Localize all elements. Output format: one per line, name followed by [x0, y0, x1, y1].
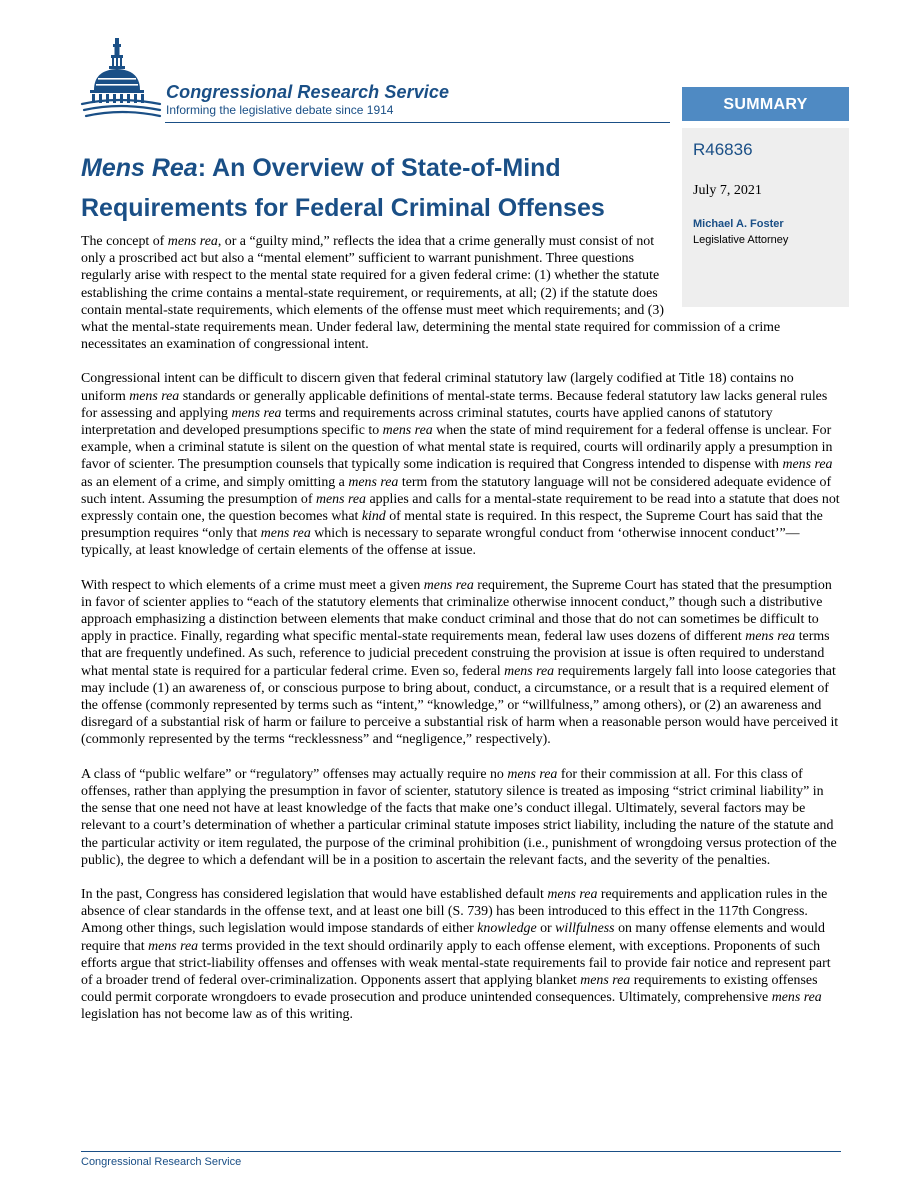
italic-term: mens rea: [382, 423, 433, 439]
italic-term: mens rea: [547, 886, 598, 902]
summary-label: SUMMARY: [682, 87, 849, 121]
text-run: Congressional intent can be difficult to discern given that federal criminal statutory law (largely codified at Title 18) contains no uniform: [81, 371, 794, 404]
italic-term: mens rea: [231, 405, 282, 421]
report-number: R46836: [693, 140, 753, 159]
page-title-italic: Mens Rea: [81, 154, 198, 182]
author-title: Legislative Attorney: [693, 234, 789, 246]
text-run: terms provided in the text should ordinarily apply to each offense element, with exceptions. Proponents of such efforts argue that strict-liability offenses and offenses with weak mental-state requirements fail to provide fair notice and represent part of a broader trend of federal over-criminalization. Opponents assert that applying blanket: [81, 938, 831, 988]
author-name: Michael A. Foster: [693, 218, 784, 230]
italic-term: mens rea: [148, 938, 199, 954]
report-date: July 7, 2021: [693, 183, 762, 198]
summary-paragraph: [81, 577, 841, 749]
header-divider: [165, 122, 670, 123]
text-run: The concept of: [81, 234, 168, 249]
page-title: [81, 148, 661, 228]
italic-term: willfulness: [555, 921, 615, 937]
summary-paragraph: [81, 370, 841, 559]
page-title-rest: : An Overview of State-of-Mind Requirements for Federal Criminal Offenses: [81, 154, 605, 222]
text-run: requirement, the Supreme Court has stated that the presumption in favor of scienter applies to “each of the statutory elements that criminalize otherwise innocent conduct,” though such a distributive approach emphasizing a distinction between elements that make conduct criminal and those that do not can sometimes be difficult to apply in practice. Finally, regarding what specific mental-state requirements mean, federal law uses dozens of different: [81, 577, 832, 645]
italic-term: mens rea: [771, 990, 822, 1006]
text-run: term from the statutory language will not be considered adequate evidence of such intent. Assuming the presumption of: [81, 474, 832, 507]
italic-term: mens rea: [260, 526, 311, 542]
text-run: requirements to existing offenses could permit corporate wrongdoers to evade prosecution and produce unintended consequences. Ultimately, comprehensive: [81, 972, 818, 1006]
italic-term: mens rea: [348, 474, 399, 490]
italic-term: mens rea: [782, 457, 833, 473]
text-run: terms that are frequently undefined. As such, reference to judicial precedent construing the provision at issue is often required to understand what mental state is required for a particular federal crime. Even so, federal: [81, 629, 830, 679]
footer-divider: [81, 1151, 841, 1152]
italic-term: mens rea: [745, 629, 796, 645]
text-run: legislation has not become law as of this writing.: [81, 1007, 353, 1023]
capitol-dome-icon: [80, 34, 162, 120]
italic-term: knowledge: [477, 921, 537, 937]
crs-logo: [80, 34, 480, 124]
text-run: as an element of a crime, and simply omitting a: [81, 474, 349, 490]
sidebar-clearance: [681, 233, 841, 313]
summary-paragraph: [81, 886, 841, 1024]
italic-term: kind: [361, 509, 386, 525]
text-run: standards or generally applicable definitions of mental-state terms. Because federal statutory law lacks general rules for assessing and applying: [81, 388, 828, 421]
italic-term: mens rea: [504, 663, 555, 679]
paragraph-list: [81, 233, 841, 1024]
italic-term: mens rea: [580, 972, 631, 988]
italic-term: mens rea: [315, 491, 366, 507]
text-run: which is necessary to separate wrongful conduct from ‘otherwise innocent conduct’”—typically, at least knowledge of certain elements of the offense at issue.: [81, 526, 800, 559]
text-run: requirements and application rules in the absence of clear standards in the offense text, and at least one bill (S. 739) has been introduced to this effect in the 117th Congress. Among other things, such legislation would impose standards of either: [81, 886, 828, 937]
italic-term: mens rea: [129, 388, 180, 404]
text-run: A class of “public welfare” or “regulatory” offenses may actually require no: [81, 766, 508, 782]
footer-org-name: Congressional Research Service: [81, 1156, 242, 1168]
text-run: With respect to which elements of a crime must meet a given: [81, 577, 424, 593]
text-run: applies and calls for a mental-state requirement to be read into a statute that does not expressly contain one, the question becomes what: [81, 491, 840, 525]
text-run: of mental state is required. In this respect, the Supreme Court has said that the presumption requires “only that: [81, 509, 823, 542]
text-run: or: [536, 921, 556, 937]
italic-term: mens rea: [167, 234, 218, 249]
text-run: requirements largely fall into loose categories that may include (1) an awareness of, or conscious purpose to bring about, conduct, a circumstance, or a result that is a required element of the offense (commonly represented by terms such as “intent,” “knowledge,” or “willfulness,” among others), or (2) an awareness and disregard of a substantial risk of harm or failure to perceive a substantial risk of harm when a reasonable person would have perceived it (commonly represented by the terms “recklessness” and “negligence,” respectively).: [81, 663, 839, 748]
text-run: when the state of mind requirement for a federal offense is unclear. For example, when a criminal statute is silent on the question of what mental state is required, courts will ordinarily apply a presumption in favor of scienter. The presumption counsels that typically some indication is required that Congress intended to dispense with: [81, 423, 833, 473]
summary-body: [81, 233, 841, 1041]
text-run: terms and requirements across criminal statutes, courts have applied canons of statutory interpretation and developed presumptions specific to: [81, 405, 773, 439]
text-run: In the past, Congress has considered legislation that would have established default: [81, 886, 548, 902]
text-run: on many offense elements and would require that: [81, 921, 825, 954]
italic-term: mens rea: [423, 577, 474, 593]
text-run: for their commission at all. For this class of offenses, rather than applying the presumption in favor of scienter, statutory silence is treated as imposing “strict criminal liability” in the sense that one need not have at least knowledge of the facts that make one’s conduct illegal. Ultimately, several factors may be relevant to a court’s determination of whether a particular criminal statute imposes strict liability, including the nature of the statute and the particular activity or item regulated, the purpose of the criminal prohibition (i.e., punishment of wrongdoing versus protection of the public), the degree to which a defendant will be in a position to ascertain the relevant facts, and the severity of the penalties.: [81, 766, 837, 868]
summary-paragraph: [81, 766, 841, 869]
italic-term: mens rea: [507, 766, 558, 782]
org-name: Congressional Research Service: [166, 82, 450, 102]
org-tagline: Informing the legislative debate since 1914: [166, 103, 394, 117]
text-run: , or a “guilty mind,” reflects the idea that a crime generally must consist of not only a proscribed act but also a “mental element” sufficient to warrant punishment. Three questions regularly arise with respect to the mental state required for a given federal crime: (1) whether the statute establishing the crime contains a mental-state requirement, or requirements, at all; (2) if the statute does contain mental-state requirements, which elements of the offense must meet which requirements; and (3) what the mental-state requirements mean. Under federal law, determining the mental state required for commission of a crime necessitates an examination of congressional intent.: [81, 234, 781, 353]
